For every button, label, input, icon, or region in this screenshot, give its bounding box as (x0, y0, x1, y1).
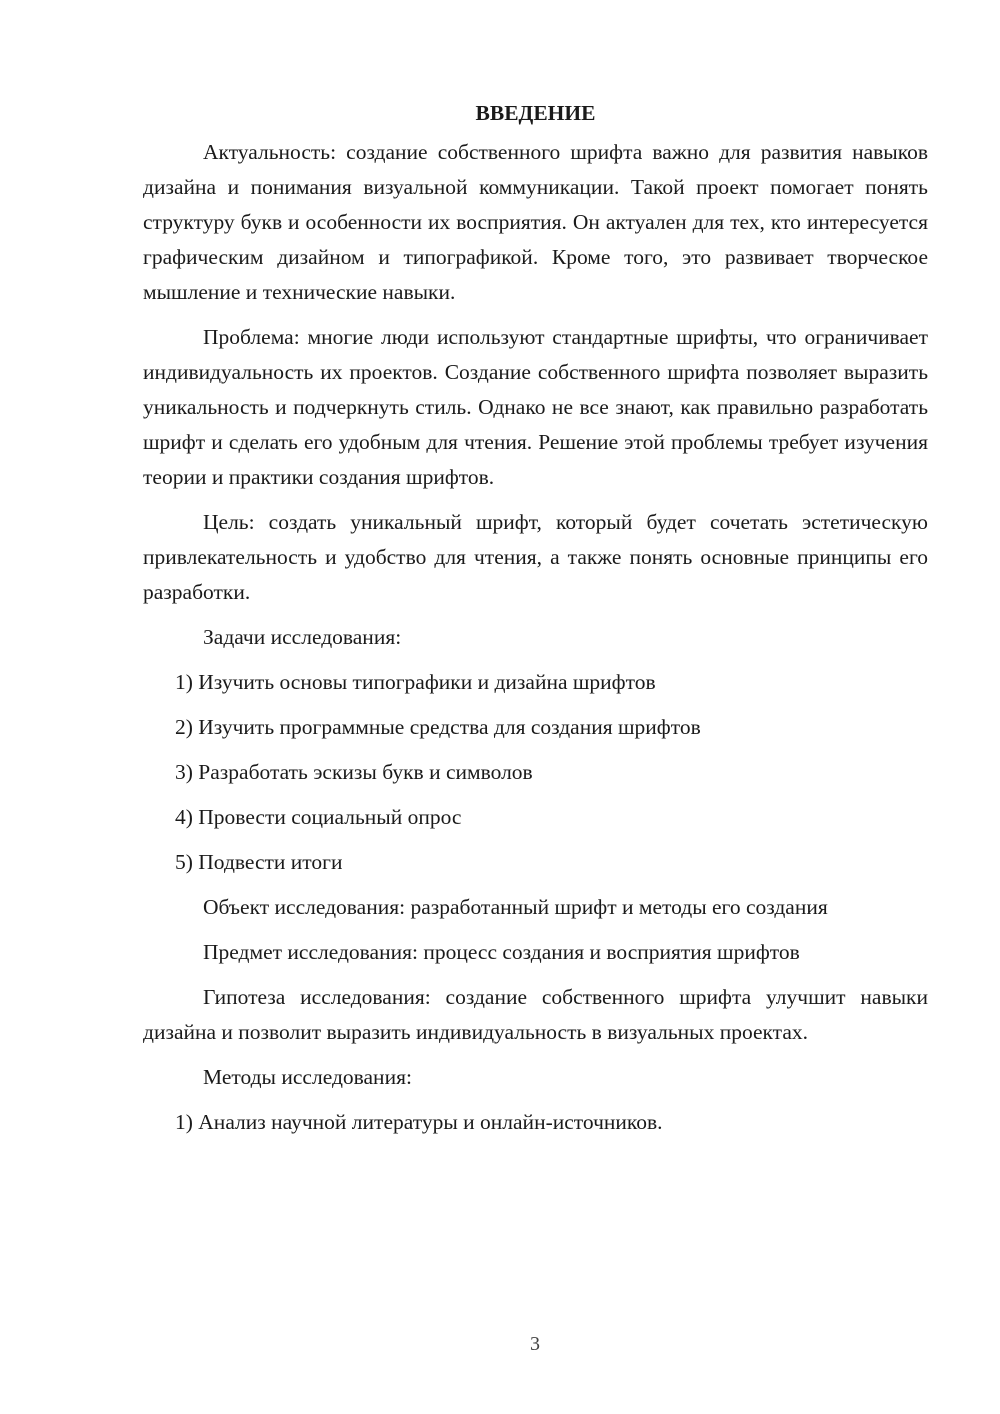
task-item: 4) Провести социальный опрос (175, 805, 462, 829)
subject-paragraph: Предмет исследования: процесс создания и восприятия шрифтов (203, 940, 800, 964)
object-paragraph: Объект исследования: разработанный шрифт и методы его создания (203, 895, 828, 919)
problem-paragraph: Проблема: многие люди используют стандартные шрифты, что ограничивает индивидуальность их проектов. Создание собственного шрифта позволяет выразить уникальность и подчеркнуть стиль. Однако не все знают, как правильно разработать шрифт и сделать его удобным для чтения. Решение этой проблемы требует изучения теории и практики создания шрифтов. (143, 325, 928, 489)
task-item: 2) Изучить программные средства для создания шрифтов (175, 715, 701, 739)
task-item: 5) Подвести итоги (175, 850, 343, 874)
task-item: 1) Изучить основы типографики и дизайна шрифтов (175, 670, 656, 694)
page-content (143, 96, 928, 1150)
relevance-paragraph: Актуальность: создание собственного шрифта важно для развития навыков дизайна и понимания визуальной коммуникации. Такой проект помогает понять структуру букв и особенности их восприятия. Он актуален для тех, кто интересуется графическим дизайном и типографикой. Кроме того, это развивает творческое мышление и технические навыки. (143, 140, 928, 304)
section-title: ВВЕДЕНИЕ (475, 101, 596, 125)
goal-paragraph: Цель: создать уникальный шрифт, который будет сочетать эстетическую привлекательность и удобство для чтения, а также понять основные принципы его разработки. (143, 510, 928, 604)
tasks-heading: Задачи исследования: (203, 625, 402, 649)
page-number: 3 (530, 1333, 540, 1355)
hypothesis-paragraph: Гипотеза исследования: создание собственного шрифта улучшит навыки дизайна и позволит выразить индивидуальность в визуальных проектах. (143, 985, 928, 1044)
method-item: 1) Анализ научной литературы и онлайн-источников. (175, 1110, 663, 1134)
task-item: 3) Разработать эскизы букв и символов (175, 760, 533, 784)
methods-heading: Методы исследования: (203, 1065, 412, 1089)
